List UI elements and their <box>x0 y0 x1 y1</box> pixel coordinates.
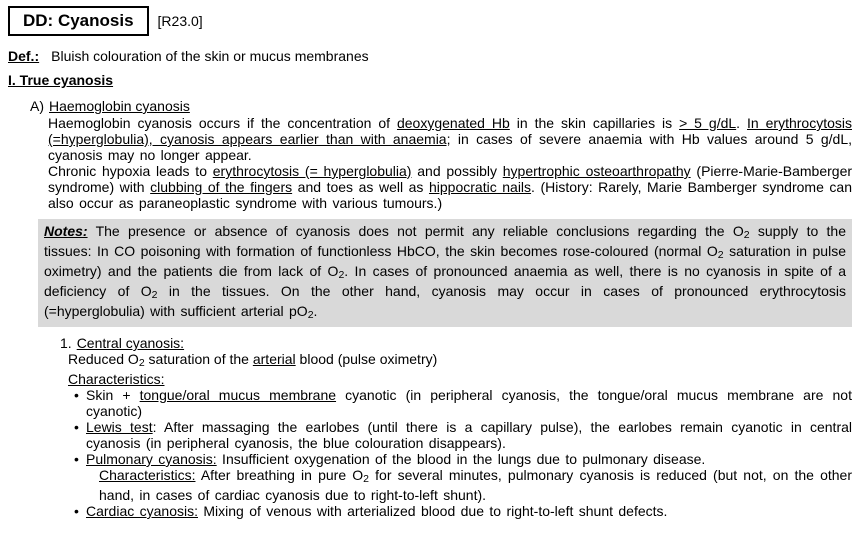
section-heading-true-cyanosis: I. True cyanosis <box>8 72 114 88</box>
icd-code: [R23.0] <box>157 13 203 29</box>
list-heading: Central cyanosis: <box>76 335 185 351</box>
subsection-label: A) <box>30 98 44 114</box>
definition-text: Bluish colouration of the skin or mucus membranes <box>51 48 369 64</box>
paragraph-haemoglobin-cyanosis-2: Chronic hypoxia leads to erythrocytosis (= hyperglobulia) and possibly hypertrophic osteoarthropathy (Pierre-Marie-Bamberger syndrome) with clubbing of the fingers and toes as well as hippocratic nails. (History: Rarely, Marie Bamberger syndrome can also occur as paraneoplastic syndrome with various tumours.) <box>48 163 853 211</box>
bullet-text-lewis-test: Lewis test: After massaging the earlobes (until there is a capillary pulse), the earlobes remain cyanotic in central cyanosis (in peripheral cyanosis, the blue colouration disappears). <box>86 419 853 451</box>
bullet-list <box>74 387 852 519</box>
document-title: DD: Cyanosis <box>8 6 149 36</box>
bullet-item-cardiac-cyanosis <box>74 503 852 519</box>
bullet-icon: • <box>74 387 79 403</box>
bullet-icon: • <box>74 503 79 519</box>
characteristics-heading: Characteristics: <box>68 371 165 387</box>
title-row <box>8 6 852 36</box>
notes-box: Notes: The presence or absence of cyanosis does not permit any reliable conclusions regarding the O2 supply to the tissues: In CO poisoning with formation of functionless HbCO, the skin becomes rose-coloured (normal O2 saturation in pulse oximetry) and the patients die from lack of O2. In cases of pronounced anaemia as well, there is no cyanosis in spite of a deficiency of O2 in the tissues. On the other hand, cyanosis may occur in cases of pronounced erythrocytosis (=hyperglobulia) with sufficient arterial pO2. <box>38 219 852 327</box>
bullet-icon: • <box>74 419 79 435</box>
bullet-text-pulmonary-characteristics: Characteristics: After breathing in pure O2 for several minutes, pulmonary cyanosis is reduced (but not, on the other hand, in cases of cardiac cyanosis due to right-to-left shunt). <box>99 467 853 503</box>
bullet-icon: • <box>74 451 79 467</box>
bullet-item-lewis-test <box>74 419 852 451</box>
bullet-item-skin <box>74 387 852 419</box>
list-item-central-cyanosis <box>60 335 852 351</box>
central-cyanosis-description: Reduced O2 saturation of the arterial blood (pulse oximetry) <box>68 351 438 369</box>
definition-line <box>8 48 852 64</box>
paragraph-haemoglobin-cyanosis-1: Haemoglobin cyanosis occurs if the concentration of deoxygenated Hb in the skin capillaries is > 5 g/dL. In erythrocytosis (=hyperglobulia), cyanosis appears earlier than with anaemia; in cases of severe anaemia with Hb values around 5 g/dL, cyanosis may no longer appear. <box>48 115 852 163</box>
bullet-text-skin: Skin + tongue/oral mucus membrane cyanotic (in peripheral cyanosis, the tongue/oral mucus membrane are not cyanotic) <box>86 387 852 419</box>
list-number: 1. <box>60 335 72 351</box>
bullet-text-cardiac-cyanosis: Cardiac cyanosis: Mixing of venous with arterialized blood due to right-to-left shunt defects. <box>86 503 668 519</box>
bullet-item-pulmonary-cyanosis <box>74 451 852 503</box>
subsection-title: Haemoglobin cyanosis <box>49 98 190 114</box>
definition-label: Def.: <box>8 48 40 64</box>
subsection-a-heading <box>30 98 852 114</box>
bullet-text-pulmonary-cyanosis: Pulmonary cyanosis: Insufficient oxygenation of the blood in the lungs due to pulmonary disease. <box>86 451 706 467</box>
